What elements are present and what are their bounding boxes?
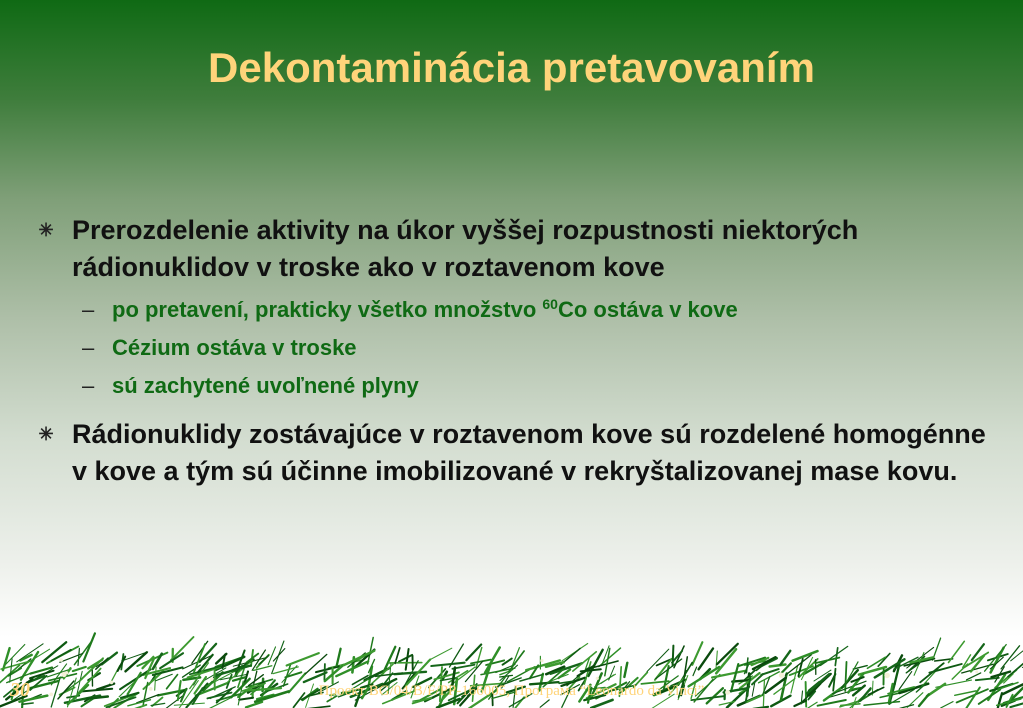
asterisk-icon: ✳ <box>38 424 54 444</box>
grass-blade <box>673 646 674 666</box>
grass-blade <box>647 649 669 672</box>
grass-blade <box>83 633 95 661</box>
grass-blade <box>273 667 298 674</box>
grass-blade <box>692 642 702 665</box>
slide-title: Dekontaminácia pretavovaním <box>208 44 815 91</box>
grass-blade <box>976 678 999 680</box>
sub-item-text-tail: Co ostáva v kove <box>557 297 738 322</box>
flower-dot <box>975 670 978 673</box>
grass-blade <box>699 649 713 670</box>
grass-blade <box>770 665 786 667</box>
grass-blade <box>624 663 627 677</box>
grass-blade <box>929 664 961 673</box>
grass-blade <box>153 654 162 669</box>
sub-item <box>36 296 986 324</box>
sub-list <box>36 296 986 400</box>
grass-blade <box>304 672 327 682</box>
asterisk-icon: ✳ <box>38 220 54 240</box>
grass-blade <box>399 655 412 662</box>
grass-blade <box>609 666 615 680</box>
bullet-text: Prerozdelenie aktivity na úkor vyššej rozpustnosti niektorých rádionuklidov v troske ako v roztavenom kove <box>72 215 859 282</box>
grass-blade <box>967 673 981 680</box>
grass-blade <box>171 637 194 660</box>
page-number: 30 <box>10 679 30 701</box>
grass-blade <box>949 641 965 662</box>
grass-blade <box>864 702 899 706</box>
flower-dot <box>210 678 213 681</box>
grass-blade <box>287 653 319 665</box>
flower-dot <box>59 658 63 662</box>
bullet-text: Rádionuklidy zostávajúce v roztavenom kove sú rozdelené homogénne v kove a tým sú účinne imobilizované v rekryštalizovanej mase kovu. <box>72 419 986 486</box>
grass-blade <box>246 702 262 708</box>
bullet-item <box>36 212 986 286</box>
slide-content <box>36 212 986 490</box>
isotope-superscript: 60 <box>542 296 558 312</box>
grass-blade <box>272 641 284 674</box>
grass-blade <box>605 648 610 675</box>
grass-blade <box>806 702 818 708</box>
sub-item-text: po pretavení, prakticky všetko množstvo <box>112 297 543 322</box>
bullet-item <box>36 416 986 490</box>
grass-blade <box>273 649 284 661</box>
grass-blade <box>835 648 837 666</box>
grass-blade <box>693 667 697 676</box>
grass-blade <box>22 703 33 704</box>
grass-blade <box>941 702 953 708</box>
grass-blade <box>431 663 464 666</box>
grass-blade <box>821 646 848 665</box>
flower-dot <box>65 671 68 674</box>
sub-item-text: Cézium ostáva v troske <box>112 335 357 360</box>
grass-blade <box>73 667 86 671</box>
dash-icon: – <box>82 335 95 360</box>
footer-text: Проект BG/04/B/F/PP-166005, Програма “Leonardo da Vinci” <box>318 683 705 699</box>
flower-dot <box>596 677 599 680</box>
dash-icon: – <box>82 297 95 322</box>
flower-dot <box>779 673 784 678</box>
grass-blade <box>428 648 452 660</box>
flower-dot <box>540 659 543 662</box>
grass-blade <box>233 677 245 680</box>
grass-blade <box>337 649 341 666</box>
sub-item <box>36 372 986 400</box>
dash-icon: – <box>82 373 95 398</box>
sub-item-text: sú zachytené uvoľnené plyny <box>112 373 419 398</box>
grass-blade <box>406 649 409 670</box>
sub-item <box>36 334 986 362</box>
flower-dot <box>884 673 890 679</box>
grass-blade <box>780 651 790 665</box>
grass-blade <box>591 700 612 708</box>
grass-blade <box>540 700 549 707</box>
